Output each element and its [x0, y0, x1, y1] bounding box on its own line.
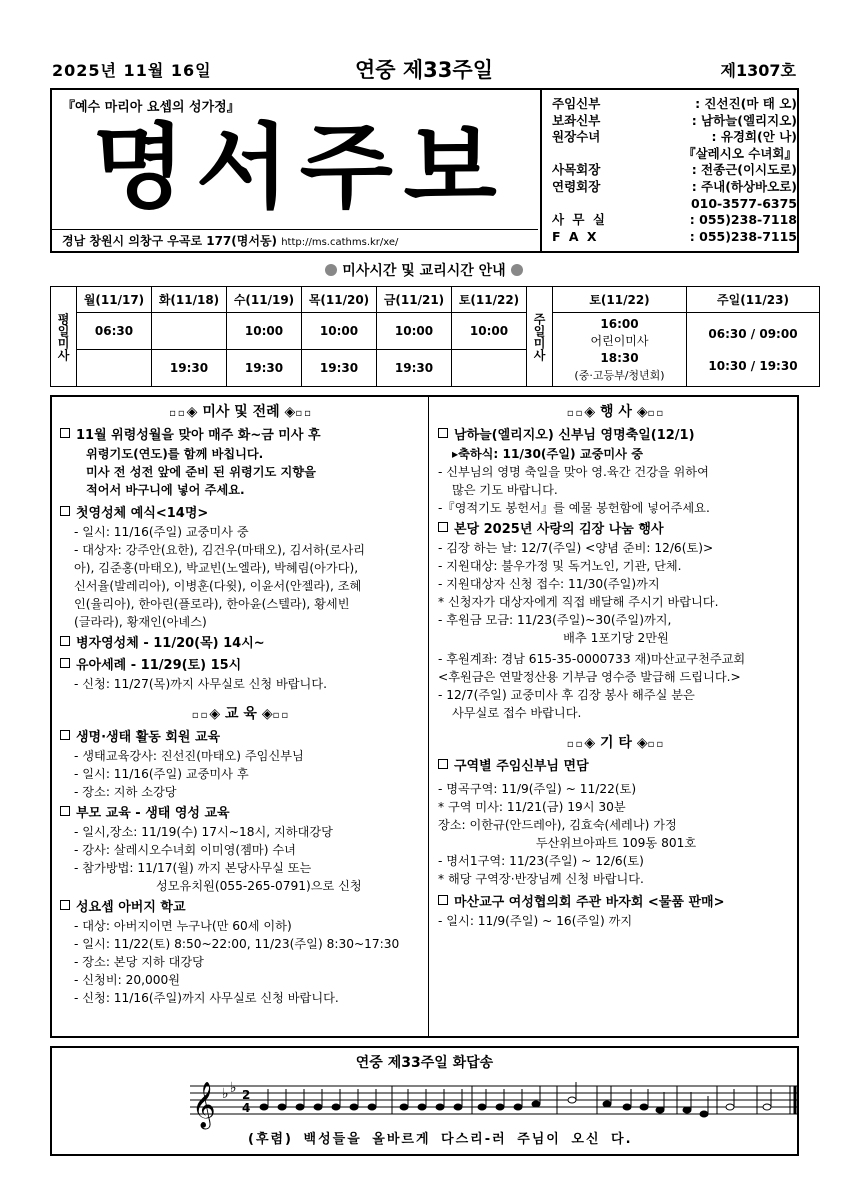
notice-line: 위령기도(연도)를 함께 바칩니다.	[86, 447, 264, 461]
staff-role: 사 무 실	[552, 212, 607, 228]
music-note	[418, 1104, 426, 1110]
staff-role	[552, 146, 624, 163]
notice-line: - 장소: 지하 소강당	[74, 785, 177, 799]
staff-role: 주임신부	[552, 96, 601, 111]
notice-line: - 일시: 11/16(주일) 교중미사 중	[74, 525, 249, 539]
music-note	[603, 1101, 611, 1107]
notice-line: (글라라), 황재인(아녜스)	[74, 615, 207, 629]
notice-title: 마산교구 여성협의회 주관 바자회 <물품 판매>	[438, 894, 794, 912]
music-note	[296, 1104, 304, 1110]
music-note	[514, 1104, 522, 1110]
music-note	[700, 1111, 708, 1117]
notice-line: - 신청: 11/16(주일)까지 사무실로 신청 바랍니다.	[74, 991, 339, 1005]
staff-value: 『살레시오 수녀회』	[683, 145, 797, 161]
staff-role	[552, 196, 624, 213]
notice-title: 부모 교육 - 생태 영성 교육	[60, 805, 422, 823]
notice-line: <후원금은 연말정산용 기부금 영수증 발급해 드립니다.>	[438, 670, 741, 684]
notice-title: 구역별 주임신부님 면담	[438, 758, 794, 776]
svg-text:𝄞: 𝄞	[192, 1082, 216, 1128]
notice-line: 인(율리아), 한아린(플로라), 한아윤(스텔라), 황세빈	[74, 597, 350, 611]
website-link[interactable]: http://ms.cathms.kr/xe/	[281, 237, 399, 248]
notice-line: 미사 전 성전 앞에 준비 된 위령기도 지향을	[86, 465, 316, 479]
day-header: 목(11/20)	[302, 287, 377, 313]
morning-time: 10:00	[452, 313, 527, 350]
notice-line: - 일시: 11/16(주일) 교중미사 후	[74, 767, 249, 781]
music-note	[496, 1104, 504, 1110]
staff-directory	[552, 96, 797, 245]
evening-time	[77, 350, 152, 387]
bulletin-logo: 명서주보	[92, 113, 508, 221]
morning-time: 10:00	[377, 313, 452, 350]
music-note	[478, 1104, 486, 1110]
bullet-circle-icon	[325, 264, 337, 276]
music-note	[726, 1104, 734, 1110]
church-address	[52, 229, 538, 251]
notice-title: 생명·생태 활동 회원 교육	[60, 729, 422, 747]
music-note	[640, 1104, 648, 1110]
left-column	[60, 397, 422, 1007]
notice-line: * 해당 구역장·반장님께 신청 바랍니다.	[438, 872, 644, 886]
address-text: 경남 창원시 의창구 우곡로 177(명서동)	[62, 234, 278, 248]
staff-value: 010-3577-6375	[690, 195, 797, 211]
day-header: 화(11/18)	[152, 287, 227, 313]
notice-line: - 생태교육강사: 진선진(마태오) 주임신부님	[74, 749, 304, 763]
music-note	[763, 1104, 771, 1110]
sunday-mass-label: 주일미사	[527, 287, 553, 387]
notice-line: 사무실로 접수 바랍니다.	[452, 706, 582, 720]
sat-header: 토(11/22)	[553, 287, 687, 313]
notice-line: ▸축하식: 11/30(주일) 교중미사 중	[452, 447, 643, 461]
notice-title: 유아세례 - 11/29(토) 15시	[60, 657, 422, 675]
morning-time: 06:30	[77, 313, 152, 350]
staff-row	[552, 196, 797, 213]
music-note	[350, 1104, 358, 1110]
music-note	[314, 1104, 322, 1110]
music-note	[436, 1104, 444, 1110]
sun-header: 주일(11/23)	[687, 287, 820, 313]
staff-value: : 유경희(안 나)	[711, 129, 797, 145]
svg-text:♭: ♭	[230, 1080, 237, 1096]
staff-row	[552, 96, 797, 113]
notice-line: - 일시: 11/9(주일) ~ 16(주일) 까지	[438, 914, 633, 928]
notice-line: - 일시,장소: 11/19(수) 17시~18시, 지하대강당	[74, 825, 333, 839]
masthead	[50, 88, 799, 253]
notice-line: - 신청: 11/27(목)까지 사무실로 신청 바랍니다.	[74, 677, 327, 691]
staff-role: F A X	[552, 228, 599, 244]
svg-text:4: 4	[242, 1101, 251, 1115]
sunday-mass-times: 06:30 / 09:00 10:30 / 19:30	[687, 313, 820, 387]
day-header: 금(11/21)	[377, 287, 452, 313]
staff-role: 원장수녀	[552, 129, 601, 145]
day-header: 월(11/17)	[77, 287, 152, 313]
notice-line: - 대상: 아버지이면 누구나(만 60세 이하)	[74, 919, 292, 933]
notice-line: - 신부님의 영명 축일을 맞아 영.육간 건강을 위하여	[438, 465, 709, 479]
right-column	[438, 397, 794, 930]
staff-value: : 055)238-7118	[689, 212, 797, 228]
notice-line: 배추 1포기당 2만원	[563, 631, 669, 645]
staff-value: : 주내(하상바오로)	[691, 178, 797, 194]
notice-line: - 일시: 11/22(토) 8:50~22:00, 11/23(주일) 8:30~17:30	[74, 937, 400, 951]
music-note	[656, 1107, 664, 1113]
weekday-mass-label: 평일미사	[51, 287, 77, 387]
music-note	[368, 1104, 376, 1110]
notice-line: 아), 김준홍(마태오), 박교빈(노엘라), 박혜림(아가다),	[74, 561, 359, 575]
notice-line: 신서율(발레리아), 이병훈(다윗), 이윤서(안젤라), 조혜	[74, 579, 362, 593]
music-note	[400, 1104, 408, 1110]
staff-role: 연령회장	[552, 178, 601, 194]
notice-title: 첫영성체 예식<14명>	[60, 505, 422, 523]
evening-time: 19:30	[302, 350, 377, 387]
staff-row	[552, 179, 797, 196]
notice-line: - 신청비: 20,000원	[74, 973, 180, 987]
staff-value: : 전종근(이시도로)	[691, 162, 797, 178]
music-note	[260, 1104, 268, 1110]
section-heading-liturgy: ▫▫◈ 미사 및 전례 ◈▫▫	[169, 404, 313, 420]
notice-line: 두산위브아파트 109동 801호	[535, 836, 697, 850]
section-heading-others: ▫▫◈ 기 타 ◈▫▫	[566, 735, 666, 751]
music-staff	[182, 1074, 802, 1130]
liturgical-title: 연중 제33주일	[355, 58, 493, 82]
checkbox-square-icon	[60, 428, 70, 438]
notice-line: - 후원금 모금: 11/23(주일)~30(주일)까지,	[438, 613, 672, 627]
morning-time	[152, 313, 227, 350]
notice-line: - 명서1구역: 11/23(주일) ~ 12/6(토)	[438, 854, 644, 868]
staff-value: : 진선진(마 태 오)	[695, 96, 797, 111]
notice-line: - 명곡구역: 11/9(주일) ~ 11/22(토)	[438, 782, 637, 796]
responsorial-psalm	[50, 1046, 799, 1156]
issue-number: 제1307호	[720, 61, 796, 80]
staff-value: : 남하늘(엘리지오)	[691, 112, 797, 128]
notice-line: * 신청자가 대상자에게 직접 배달해 주시기 바랍니다.	[438, 595, 719, 609]
bullet-circle-icon	[511, 264, 523, 276]
notice-line: - 12/7(주일) 교중미사 후 김장 봉사 해주실 분은	[438, 688, 695, 702]
masthead-logo-area	[52, 90, 542, 251]
checkbox-square-icon	[438, 895, 448, 905]
staff-row	[552, 146, 797, 163]
section-heading-education: ▫▫◈ 교 육 ◈▫▫	[191, 706, 291, 722]
section-heading-events: ▫▫◈ 행 사 ◈▫▫	[566, 404, 666, 420]
notice-line: - 장소: 본당 지하 대강당	[74, 955, 204, 969]
svg-text:2: 2	[242, 1088, 251, 1102]
notice-line: 적어서 바구니에 넣어 주세요.	[86, 483, 245, 497]
notice-line: - 강사: 살레시오수녀회 이미영(젬마) 수녀	[74, 843, 296, 857]
notice-line: * 구역 미사: 11/21(금) 19시 30분	[438, 800, 626, 814]
bulletin-date: 2025년 11월 16일	[52, 61, 212, 80]
notice-title: 병자영성체 - 11/20(목) 14시~	[60, 635, 422, 653]
music-note	[683, 1107, 691, 1113]
notice-line: -『영적기도 봉헌서』를 예물 봉헌함에 넣어주세요.	[438, 501, 710, 515]
notice-line: - 지원대상자 신청 접수: 11/30(주일)까지	[438, 577, 660, 591]
checkbox-square-icon	[60, 506, 70, 516]
checkbox-square-icon	[438, 759, 448, 769]
notice-line: - 대상자: 강주안(요한), 김건우(마태오), 김서하(로사리	[74, 543, 365, 557]
staff-row	[552, 129, 797, 146]
evening-time: 19:30	[227, 350, 302, 387]
notice-line: - 후원계좌: 경남 615-35-0000733 재)마산교구천주교회	[438, 652, 746, 666]
morning-time: 10:00	[227, 313, 302, 350]
mass-schedule-table	[50, 286, 820, 387]
checkbox-square-icon	[438, 428, 448, 438]
psalm-title: 연중 제33주일 화답송	[355, 1055, 494, 1071]
notice-title: 남하늘(엘리지오) 신부님 영명축일(12/1)	[438, 427, 794, 445]
checkbox-square-icon	[60, 658, 70, 668]
music-note	[454, 1104, 462, 1110]
evening-time	[452, 350, 527, 387]
day-header: 수(11/19)	[227, 287, 302, 313]
notice-line: 장소: 이한규(안드레아), 김효숙(세레나) 가정	[438, 818, 677, 832]
staff-row	[552, 229, 797, 246]
notice-title: 성요셉 아버지 학교	[60, 899, 422, 917]
music-note	[532, 1101, 540, 1107]
saturday-evening-mass: 16:00 어린이미사 18:30 (중·고등부/청년회)	[553, 313, 687, 387]
notices-area	[50, 395, 799, 1038]
checkbox-square-icon	[438, 522, 448, 532]
schedule-heading-text: 미사시간 및 교리시간 안내	[342, 263, 506, 279]
checkbox-square-icon	[60, 730, 70, 740]
notice-line: 성모유치원(055-265-0791)으로 신청	[156, 879, 362, 893]
schedule-heading	[0, 260, 848, 280]
notice-line: - 지원대상: 불우가정 및 독거노인, 기관, 단체.	[438, 559, 682, 573]
notice-title: 본당 2025년 사랑의 김장 나눔 행사	[438, 521, 794, 539]
staff-row	[552, 162, 797, 179]
music-note	[332, 1104, 340, 1110]
notice-line: - 참가방법: 11/17(월) 까지 본당사무실 또는	[74, 861, 312, 875]
column-divider	[428, 397, 429, 1036]
staff-row	[552, 212, 797, 229]
staff-row	[552, 113, 797, 130]
evening-time: 19:30	[152, 350, 227, 387]
staff-value: : 055)238-7115	[689, 228, 797, 244]
checkbox-square-icon	[60, 806, 70, 816]
music-note	[568, 1097, 576, 1103]
notice-title: 11월 위령성월을 맞아 매주 화~금 미사 후	[60, 427, 422, 445]
checkbox-square-icon	[60, 900, 70, 910]
music-note	[278, 1104, 286, 1110]
checkbox-square-icon	[60, 636, 70, 646]
staff-role: 보좌신부	[552, 112, 601, 128]
motto: 『예수 마리아 요셉의 성가정』	[62, 100, 240, 115]
notice-line: 많은 기도 바랍니다.	[452, 483, 558, 497]
day-header: 토(11/22)	[452, 287, 527, 313]
staff-role: 사목회장	[552, 162, 601, 178]
notice-line: - 김장 하는 날: 12/7(주일) <양념 준비: 12/6(토)>	[438, 541, 714, 555]
morning-time: 10:00	[302, 313, 377, 350]
music-note	[623, 1104, 631, 1110]
psalm-lyrics: (후렴) 백성들을 올바르게 다스리-러 주님이 오신 다.	[248, 1132, 633, 1147]
evening-time: 19:30	[377, 350, 452, 387]
svg-text:♭: ♭	[222, 1086, 229, 1102]
